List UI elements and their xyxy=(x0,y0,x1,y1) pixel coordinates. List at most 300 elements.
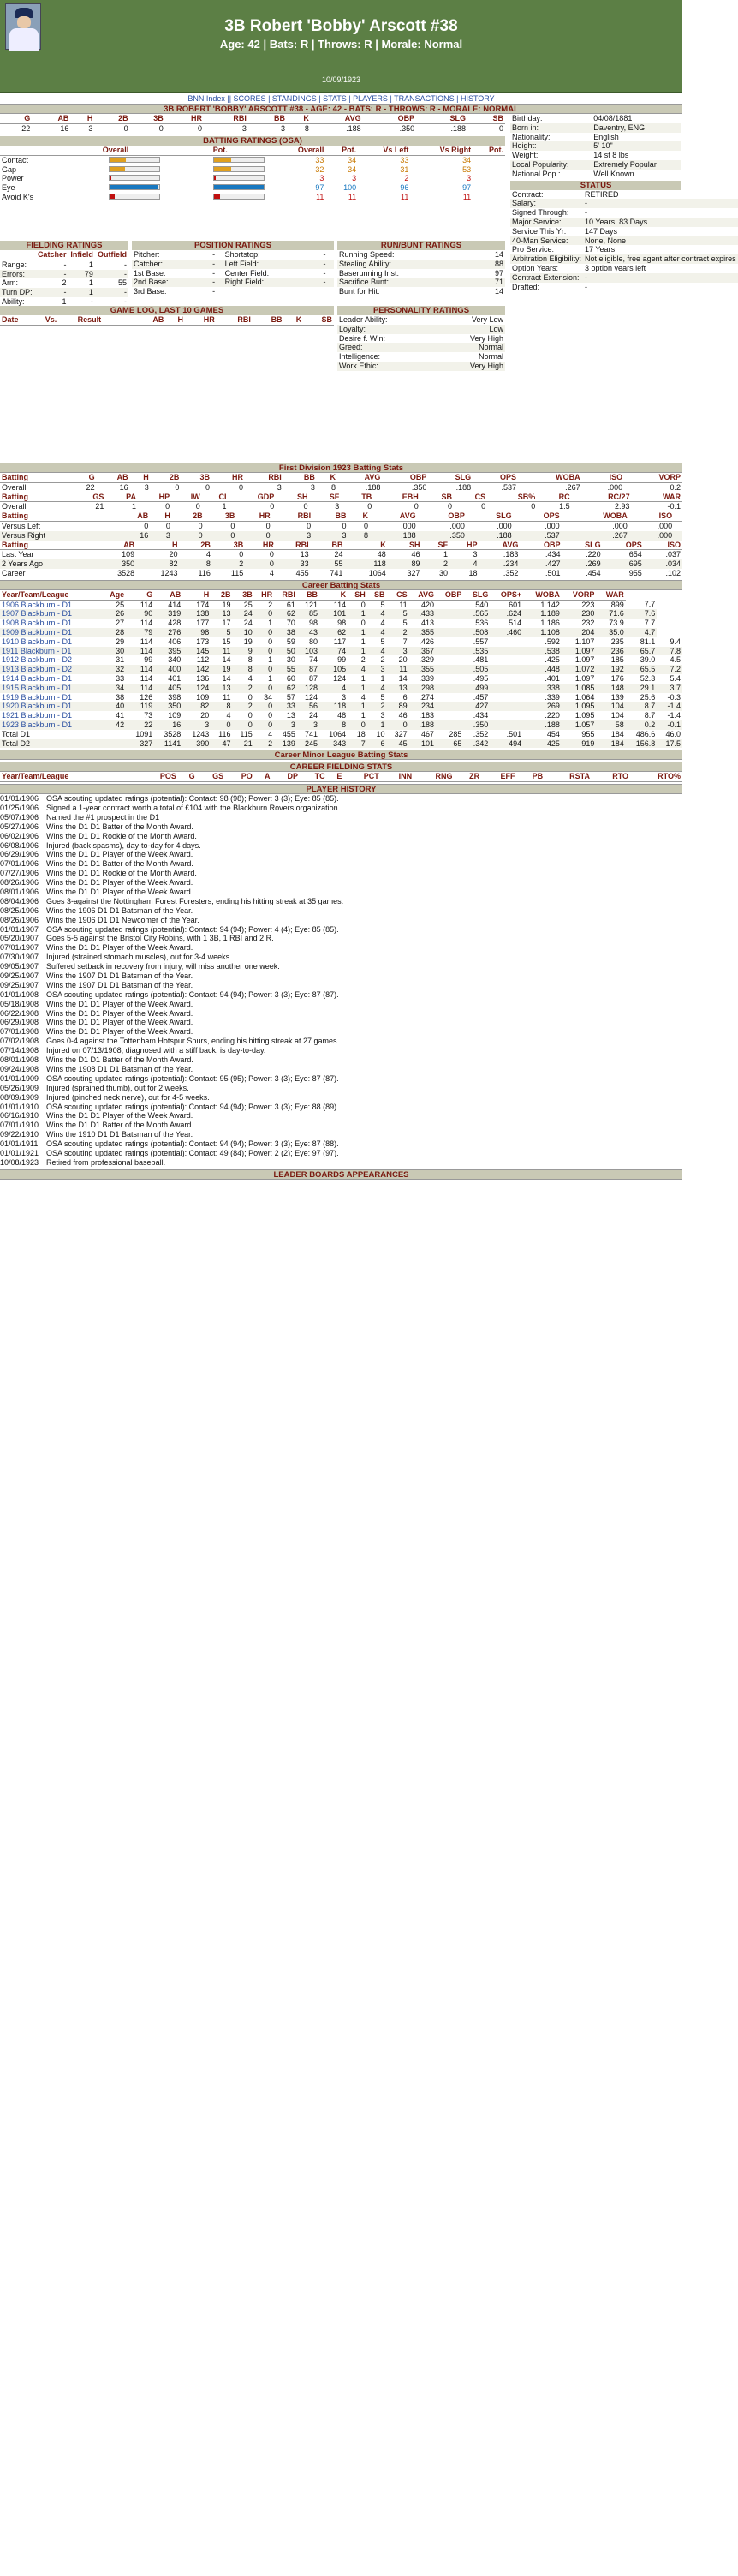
history-date: 08/01/1908 xyxy=(0,1055,39,1065)
history-entry xyxy=(0,813,682,822)
table-cell: Work Ethic: xyxy=(337,362,436,371)
history-text: Wins the 1907 D1 D1 Batsman of the Year. xyxy=(46,971,193,981)
table-cell: .367 xyxy=(409,647,436,656)
table-cell: 4 xyxy=(367,609,387,619)
table-cell: .183 xyxy=(419,711,435,720)
table-cell: 21 xyxy=(95,502,104,511)
history-text: Wins the D1 D1 Player of the Week Award. xyxy=(46,1027,193,1037)
table-cell: 147 Days xyxy=(585,226,618,236)
table-cell: Option Years: xyxy=(512,263,559,272)
table-cell: - xyxy=(90,296,93,306)
rating-value: 33 xyxy=(400,155,409,164)
table-row xyxy=(510,170,681,179)
table-row xyxy=(337,250,505,260)
table-cell: 98 xyxy=(182,628,211,637)
table-cell: 1 xyxy=(268,673,273,683)
table-cell: - xyxy=(321,278,334,287)
table-cell: 406 xyxy=(168,637,182,646)
history-entry xyxy=(0,1074,682,1084)
history-date: 07/01/1906 xyxy=(0,859,39,869)
table-cell: 10 xyxy=(376,729,385,738)
table-cell: 1.108 xyxy=(523,628,562,637)
table-cell: 0 xyxy=(265,521,271,530)
history-entry xyxy=(0,850,682,859)
rating-bar xyxy=(168,193,266,202)
history-text: Wins the D1 D1 Player of the Week Award. xyxy=(46,1008,193,1018)
history-text: Injured (pinched neck nerve), out for 4-5 weeks. xyxy=(46,1092,210,1102)
table-cell: .350 xyxy=(399,123,415,133)
table-cell: 1064 xyxy=(329,729,347,738)
table-cell: 48 xyxy=(377,550,386,559)
table-cell: 174 xyxy=(196,600,210,609)
table-cell: 30 xyxy=(286,655,295,665)
table-cell: 22 xyxy=(126,720,154,730)
table-cell: 3 xyxy=(182,720,211,730)
table-cell: 245 xyxy=(297,739,319,749)
table-row xyxy=(337,260,505,269)
table-row xyxy=(0,693,682,702)
history-date: 01/01/1908 xyxy=(0,989,39,999)
column-header: RBI xyxy=(245,473,283,482)
history-text: OSA scouting updated ratings (potential): Contact: 95 (95); Power: 3 (3); Eye: 87 (87). xyxy=(46,1073,339,1083)
table-cell: Weight: xyxy=(512,151,539,160)
table-cell: 1243 xyxy=(192,729,210,738)
table-cell: .269 xyxy=(523,702,562,711)
table-cell: 121 xyxy=(305,600,318,609)
table-cell: Extremely Popular xyxy=(592,160,681,170)
table-row xyxy=(0,684,682,693)
rating-name: Eye xyxy=(2,183,15,193)
table-cell: 232 xyxy=(581,619,595,628)
table-cell: 115 xyxy=(230,568,244,577)
table-cell: 5 xyxy=(380,600,385,609)
table-cell: .188 xyxy=(450,123,466,133)
table-row xyxy=(132,287,334,296)
column-header: H xyxy=(182,590,211,600)
table-row xyxy=(0,730,682,739)
table-cell xyxy=(490,674,523,684)
rating-value: 97 xyxy=(462,183,472,193)
table-row xyxy=(0,739,682,749)
table-cell: 3 xyxy=(241,123,247,133)
cell xyxy=(162,183,168,193)
table-cell: 30 xyxy=(101,647,126,656)
history-date: 07/01/1910 xyxy=(0,1121,39,1130)
history-date: 06/29/1908 xyxy=(0,1018,39,1027)
table-cell: 2 xyxy=(387,628,409,637)
table-cell: 1912 Blackburn - D2 xyxy=(2,655,73,665)
table-row xyxy=(0,550,682,559)
player-header xyxy=(0,0,682,93)
table-cell: Running Speed: xyxy=(339,250,395,259)
table-cell: 0 xyxy=(307,521,312,530)
column-header: AVG xyxy=(311,114,363,123)
table-cell: .269 xyxy=(562,559,603,569)
table-cell: .339 xyxy=(545,692,560,702)
table-cell: 30 xyxy=(438,568,448,577)
batting-ratings-title: BATTING RATINGS (OSA) xyxy=(0,136,505,146)
table-cell: 3.7 xyxy=(657,684,682,693)
column-header: BB xyxy=(248,114,287,123)
history-text: Wins the 1910 D1 D1 Batsman of the Year. xyxy=(46,1130,193,1139)
table-cell: 0 xyxy=(447,502,452,511)
rating-value: 11 xyxy=(462,192,472,201)
table-cell: Range: xyxy=(2,260,27,269)
column-header: SH xyxy=(276,493,309,502)
column-header: Vs. xyxy=(44,315,76,325)
table-cell: 0 xyxy=(254,665,274,674)
column-header: Year/Team/League xyxy=(0,772,140,781)
table-row xyxy=(510,160,681,170)
rating-value: 3 xyxy=(467,174,472,183)
history-date: 01/01/1910 xyxy=(0,1102,39,1111)
table-cell: 33 xyxy=(274,702,297,711)
table-cell: 0 xyxy=(414,502,419,511)
table-cell: Total D2 xyxy=(0,739,101,749)
table-cell: .339 xyxy=(419,673,435,683)
table-cell: 0 xyxy=(172,531,205,541)
table-cell: 32 xyxy=(101,665,126,674)
table-cell: -0.1 xyxy=(657,720,682,730)
column-header: HR xyxy=(185,315,217,325)
table-cell: .037 xyxy=(665,550,681,559)
history-date: 09/25/1907 xyxy=(0,971,39,981)
table-cell: 0 xyxy=(268,637,273,646)
table-cell: 56 xyxy=(297,702,319,711)
table-cell: .338 xyxy=(523,684,562,693)
table-cell: 138 xyxy=(182,609,211,619)
header-row xyxy=(0,473,682,482)
table-cell: .495 xyxy=(473,673,489,683)
table-cell: RETIRED xyxy=(585,189,619,199)
table-cell xyxy=(436,609,463,619)
table-cell: 919 xyxy=(562,739,597,749)
table-cell: 34 xyxy=(264,692,273,702)
column-header: 3B xyxy=(212,541,245,550)
table-cell: 14 xyxy=(222,673,231,683)
table-cell: Local Popularity: xyxy=(510,160,592,170)
table-cell: Bunt for Hit: xyxy=(339,287,380,296)
table-row xyxy=(337,278,505,287)
rating-value: 100 xyxy=(343,183,357,193)
table-cell: 2 xyxy=(212,559,245,569)
leaders-title: LEADER BOARDS APPEARANCES xyxy=(0,1169,682,1180)
table-cell: 114 xyxy=(140,600,153,609)
table-cell: 38 xyxy=(274,628,297,637)
column-header: 3B xyxy=(233,590,254,600)
table-cell: 0 xyxy=(303,502,308,511)
game-log xyxy=(0,306,334,326)
table-cell: .000 xyxy=(449,521,465,530)
table-cell: 114 xyxy=(126,684,154,693)
table-cell: 11 xyxy=(211,647,232,656)
table-row xyxy=(510,133,681,142)
table-cell: 19 xyxy=(211,665,232,674)
table-cell: 276 xyxy=(154,628,182,637)
column-header: OBP xyxy=(382,473,428,482)
table-cell: 128 xyxy=(297,684,319,693)
table-row xyxy=(0,702,682,711)
table-cell: 0 xyxy=(144,521,149,530)
history-date: 05/26/1909 xyxy=(0,1083,39,1092)
table-cell: .427 xyxy=(520,559,562,569)
table-cell: Leader Ability: xyxy=(339,315,388,324)
table-cell: Sacrifice Bunt: xyxy=(337,278,479,287)
table-cell: .481 xyxy=(473,655,489,665)
table-cell: 3 xyxy=(88,123,93,133)
column-header: K xyxy=(284,315,304,325)
table-cell: Arbitration Eligibility: xyxy=(512,254,582,264)
column-header: AB xyxy=(154,590,182,600)
column-header: IW xyxy=(171,493,202,502)
table-cell: - xyxy=(583,273,738,283)
table-cell: 10 xyxy=(233,628,254,637)
table-cell: 105 xyxy=(319,665,348,674)
table-cell: 0 xyxy=(165,521,170,530)
table-cell: 0.2 xyxy=(670,482,681,492)
table-cell: .536 xyxy=(473,619,489,628)
column-header: SB% xyxy=(487,493,537,502)
history-entry xyxy=(0,943,682,953)
table-cell: .501 xyxy=(545,568,561,577)
history-text: Wins the D1 D1 Rookie of the Month Award. xyxy=(46,869,197,878)
table-cell: Versus Left xyxy=(2,521,41,530)
rating-value: 34 xyxy=(348,155,357,164)
table-cell: 1091 xyxy=(135,729,153,738)
table-cell: 103 xyxy=(297,647,319,656)
column-header: 2B xyxy=(94,114,129,123)
column-header: ISO xyxy=(582,473,624,482)
stats-area xyxy=(0,463,682,1180)
table-cell: .499 xyxy=(463,684,490,693)
column-header: ISO xyxy=(629,511,674,521)
history-date: 06/02/1906 xyxy=(0,831,39,840)
rating-bar xyxy=(63,165,162,175)
table-cell: Salary: xyxy=(510,199,583,208)
cell xyxy=(162,165,168,175)
rating-value: 3 xyxy=(319,174,324,183)
column-header: Result xyxy=(76,315,134,325)
table-cell: 109 xyxy=(122,550,135,559)
table-cell: Versus Right xyxy=(0,531,115,541)
rating-row xyxy=(0,165,505,175)
table-cell: 398 xyxy=(168,692,182,702)
position-ratings xyxy=(132,241,334,296)
table-cell: 55 xyxy=(311,559,345,569)
table-cell: 0.2 xyxy=(626,720,657,730)
table-cell: .695 xyxy=(603,559,644,569)
status-title: STATUS xyxy=(510,181,681,190)
table-cell: 2 xyxy=(254,739,274,749)
table-cell: -0.3 xyxy=(667,692,681,702)
table-cell: 43 xyxy=(297,628,319,637)
history-date: 01/01/1909 xyxy=(0,1073,39,1083)
table-cell: 4 xyxy=(247,673,253,683)
table-cell: Daventry, ENG xyxy=(592,123,681,133)
table-row xyxy=(510,141,681,151)
table-cell xyxy=(436,720,463,730)
history-text: Goes 5-5 against the Bristol City Robins, with 1 3B, 1 RBI and 2 R. xyxy=(46,934,274,943)
table-cell: - xyxy=(124,296,127,306)
history-entry xyxy=(0,1000,682,1009)
column-header: TC xyxy=(300,772,327,781)
table-cell: .000 xyxy=(657,521,673,530)
table-cell: 285 xyxy=(449,729,462,738)
history-date: 10/08/1923 xyxy=(0,1157,39,1167)
column-header: K xyxy=(317,473,337,482)
column-header: HR xyxy=(254,590,274,600)
table-cell: .034 xyxy=(644,559,682,569)
table-cell: 0 xyxy=(254,684,274,693)
table-cell: 1906 Blackburn - D1 xyxy=(2,600,73,609)
column-header: HP xyxy=(449,541,479,550)
table-cell: Catcher: xyxy=(132,260,211,269)
table-cell: 8 xyxy=(319,720,348,730)
column-header: RBI xyxy=(276,541,311,550)
table-cell: None, None xyxy=(583,236,738,246)
table-cell: Career xyxy=(2,568,26,577)
table-cell: 455 xyxy=(282,729,295,738)
table-row xyxy=(0,531,682,541)
column-header: SB xyxy=(367,590,387,600)
career-batting-title: Career Batting Stats xyxy=(0,580,682,590)
table-cell: 8 xyxy=(330,482,336,492)
history-entry xyxy=(0,1111,682,1121)
table-cell: 319 xyxy=(154,609,182,619)
table-row xyxy=(510,245,738,254)
history-date: 07/30/1907 xyxy=(0,953,39,962)
cell xyxy=(162,174,168,183)
table-cell: 124 xyxy=(305,692,318,702)
column-header xyxy=(0,250,35,260)
table-cell: 97 xyxy=(494,268,503,278)
table-cell: 0 xyxy=(531,502,536,511)
table-cell: .329 xyxy=(419,655,435,665)
table-cell: 74 xyxy=(309,655,318,665)
rating-row xyxy=(0,193,505,202)
header-row xyxy=(0,250,128,260)
table-row xyxy=(0,502,682,511)
table-cell: .350 xyxy=(418,531,467,541)
column-header: SH xyxy=(348,590,367,600)
column-header: HR xyxy=(165,114,204,123)
table-cell: 741 xyxy=(305,729,318,738)
table-cell: .352 xyxy=(473,729,489,738)
table-cell: 28 xyxy=(101,628,126,637)
column-header: SB xyxy=(420,493,454,502)
history-text: Injured (strained stomach muscles), out for 3-4 weeks. xyxy=(46,953,232,962)
table-row xyxy=(0,482,682,492)
column-header: ISO xyxy=(644,541,682,550)
table-cell: 45 xyxy=(387,739,409,749)
table-cell: .355 xyxy=(409,665,436,674)
table-cell: 8 xyxy=(304,123,309,133)
table-cell: 8 xyxy=(247,655,253,665)
table-cell: 8 xyxy=(179,559,211,569)
column-header: 3B xyxy=(181,473,211,482)
table-cell: 0 xyxy=(360,600,366,609)
table-cell: 494 xyxy=(490,739,523,749)
table-cell: 7.2 xyxy=(657,665,682,674)
history-text: Signed a 1-year contract worth a total of £104 with the Blackburn Rovers organization. xyxy=(46,804,341,812)
cell xyxy=(162,193,168,202)
table-cell: 31 xyxy=(116,655,125,665)
table-cell: 7.6 xyxy=(626,609,657,619)
column-header: Batting xyxy=(0,473,68,482)
column-header: K xyxy=(319,590,348,600)
rating-name: Power xyxy=(2,174,24,183)
table-cell: .188 xyxy=(370,531,418,541)
rating-value: 53 xyxy=(462,164,472,174)
table-cell: 1909 Blackburn - D1 xyxy=(0,628,101,637)
column-header: Batting xyxy=(0,493,71,502)
table-cell: 126 xyxy=(140,692,153,702)
table-cell: 1 xyxy=(380,673,385,683)
column-header: G xyxy=(178,772,197,781)
table-cell: 467 xyxy=(421,729,435,738)
season-line xyxy=(0,114,505,134)
table-cell: 0 xyxy=(239,482,244,492)
column-header: OBP xyxy=(436,590,463,600)
column-header: CI xyxy=(202,493,229,502)
rating-bar xyxy=(63,174,162,183)
history-entry xyxy=(0,962,682,971)
table-cell: - xyxy=(212,268,216,278)
table-cell: 184 xyxy=(610,729,624,738)
table-cell: 27 xyxy=(116,619,125,628)
table-row xyxy=(0,278,128,288)
table-cell xyxy=(436,655,463,665)
table-row xyxy=(132,250,334,260)
column-header: G xyxy=(0,114,32,123)
table-cell: 50 xyxy=(274,647,297,656)
table-cell: 16 xyxy=(60,123,69,133)
table-row xyxy=(510,227,738,236)
column-header: VORP xyxy=(624,473,682,482)
header-row xyxy=(0,511,682,521)
top-nav[interactable]: BNN Index || SCORES | STANDINGS | STATS | PLAYERS | TRANSACTIONS | HISTORY xyxy=(187,94,495,103)
column-header: RTO% xyxy=(630,772,682,781)
table-cell: 71 xyxy=(479,278,505,287)
table-cell xyxy=(490,655,523,665)
table-cell: 148 xyxy=(596,684,625,693)
history-entry xyxy=(0,897,682,906)
table-cell: 85 xyxy=(297,609,319,619)
table-cell: 350 xyxy=(93,559,136,569)
table-cell: Overall xyxy=(2,482,27,492)
game-date: 10/09/1923 xyxy=(321,75,361,84)
table-cell: - xyxy=(124,260,127,269)
table-cell: 82 xyxy=(182,702,211,711)
fielding-ratings xyxy=(0,241,128,307)
table-cell: 87 xyxy=(309,673,318,683)
table-cell: 5 xyxy=(380,692,385,702)
game-log-title: GAME LOG, LAST 10 GAMES xyxy=(0,306,334,315)
table-cell: 177 xyxy=(196,619,210,628)
table-cell: 20 xyxy=(398,655,408,665)
table-cell: 343 xyxy=(319,739,348,749)
table-cell: 1920 Blackburn - D1 xyxy=(0,702,101,711)
table-cell: Baserunning Inst: xyxy=(339,268,400,278)
table-cell: 3 xyxy=(297,720,319,730)
table-cell: .234 xyxy=(479,559,521,569)
table-cell: 47 xyxy=(211,739,232,749)
table-cell: 109 xyxy=(168,711,182,720)
table-cell: 14 xyxy=(494,287,503,296)
table-cell: 15 xyxy=(222,637,231,646)
column-header: OPS xyxy=(514,511,562,521)
table-cell xyxy=(321,287,334,296)
